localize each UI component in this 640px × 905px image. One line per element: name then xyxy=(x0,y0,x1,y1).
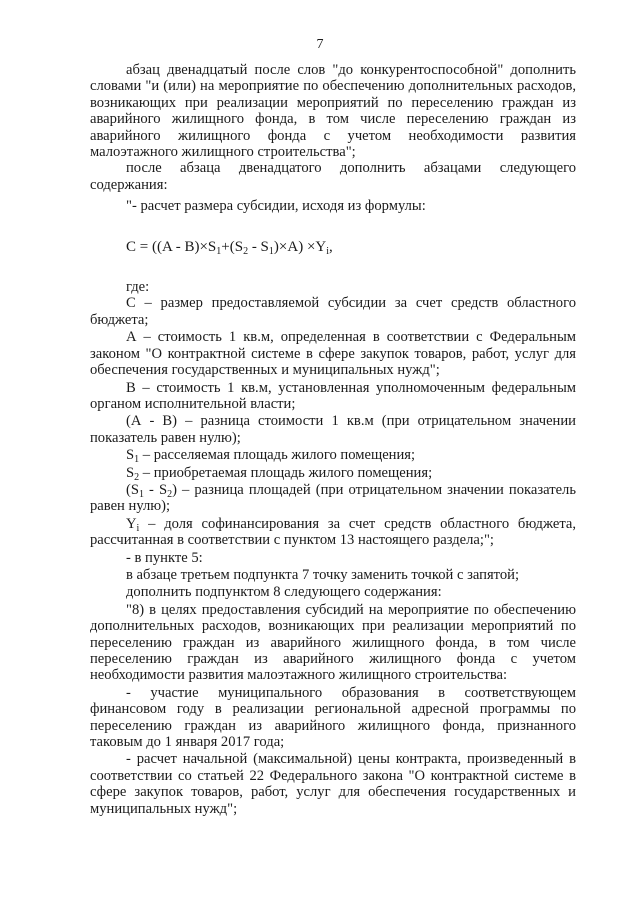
paragraph-participation: - участие муниципального образования в соответствующем финансовом году в реализации региональной адресной программы по переселению граждан из аварийного жилищного фонда, признанного таковым до 1 января 2017 года; xyxy=(90,684,576,751)
paragraph-contract-price: - расчет начальной (максимальной) цены контракта, произведенный в соответствии со статьей 22 Федерального закона "О контрактной системе в сфере закупок товаров, работ, услуг для обеспечения государственных и муниципальных нужд"; xyxy=(90,751,576,817)
subsidy-formula: $C = ((A - B)\times S_1+(S_2 - S_1)\times A) \times Y_i$, xyxy=(126,238,333,257)
paragraph-add-after-12: после абзаца двенадцатого дополнить абзацами следующего содержания: xyxy=(90,160,576,193)
paragraph-subpoint-8: "8) в целях предоставления субсидий на мероприятие по обеспечению дополнительных расходов, возникающих при реализации мероприятий по переселению граждан из аварийного жилищного фонда, в том числе переселению граждан из аварийного жилищного фонда с учетом необходимости развития малоэтажного жилищного строительства: xyxy=(90,601,576,684)
definition-c: С – размер предоставляемой субсидии за счет средств областного бюджета; xyxy=(90,295,576,328)
where-label: где: xyxy=(126,279,150,296)
definition-b: В – стоимость 1 кв.м, установленная уполномоченным федеральным органом исполнительной власти; xyxy=(90,379,576,412)
paragraph-subpoint-7: в абзаце третьем подпункта 7 точку заменить точкой с запятой; xyxy=(126,566,520,583)
definition-yi: $Y_i$ – доля софинансирования за счет средств областного бюджета, рассчитанная в соответствии с пунктом 13 настоящего раздела;"; xyxy=(90,515,576,549)
page-number: 7 xyxy=(316,37,324,52)
definition-s1-minus-s2: $(S_1 - S_2)$ – разница площадей (при отрицательном значении показатель равен нулю); xyxy=(90,481,576,515)
definition-s1: $S_1$ – расселяемая площадь жилого помещения; xyxy=(126,447,416,466)
paragraph-amend-12: абзац двенадцатый после слов "до конкурентоспособной" дополнить словами "и (или) на мероприятие по обеспечению дополнительных расходов, возникающих при реализации мероприятий по переселению граждан из аварийного жилищного фонда, в том числе переселению граждан из аварийного жилищного фонда с учетом необходимости развития малоэтажного жилищного строительства"; xyxy=(90,62,576,161)
paragraph-add-subpoint-8: дополнить подпунктом 8 следующего содержания: xyxy=(126,584,442,601)
paragraph-point-5: - в пункте 5: xyxy=(126,549,203,566)
definition-a: А – стоимость 1 кв.м, определенная в соответствии с Федеральным законом "О контрактной системе в сфере закупок товаров, работ, услуг для обеспечения государственных и муниципальных нужд"; xyxy=(90,329,576,379)
document-body xyxy=(90,62,576,818)
definition-s2: $S_2$ – приобретаемая площадь жилого помещения; xyxy=(126,464,433,483)
paragraph-calc-intro: "- расчет размера субсидии, исходя из формулы: xyxy=(126,198,426,215)
definition-a-minus-b: (А - В) – разница стоимости 1 кв.м (при отрицательном значении показатель равен нулю); xyxy=(90,413,576,446)
